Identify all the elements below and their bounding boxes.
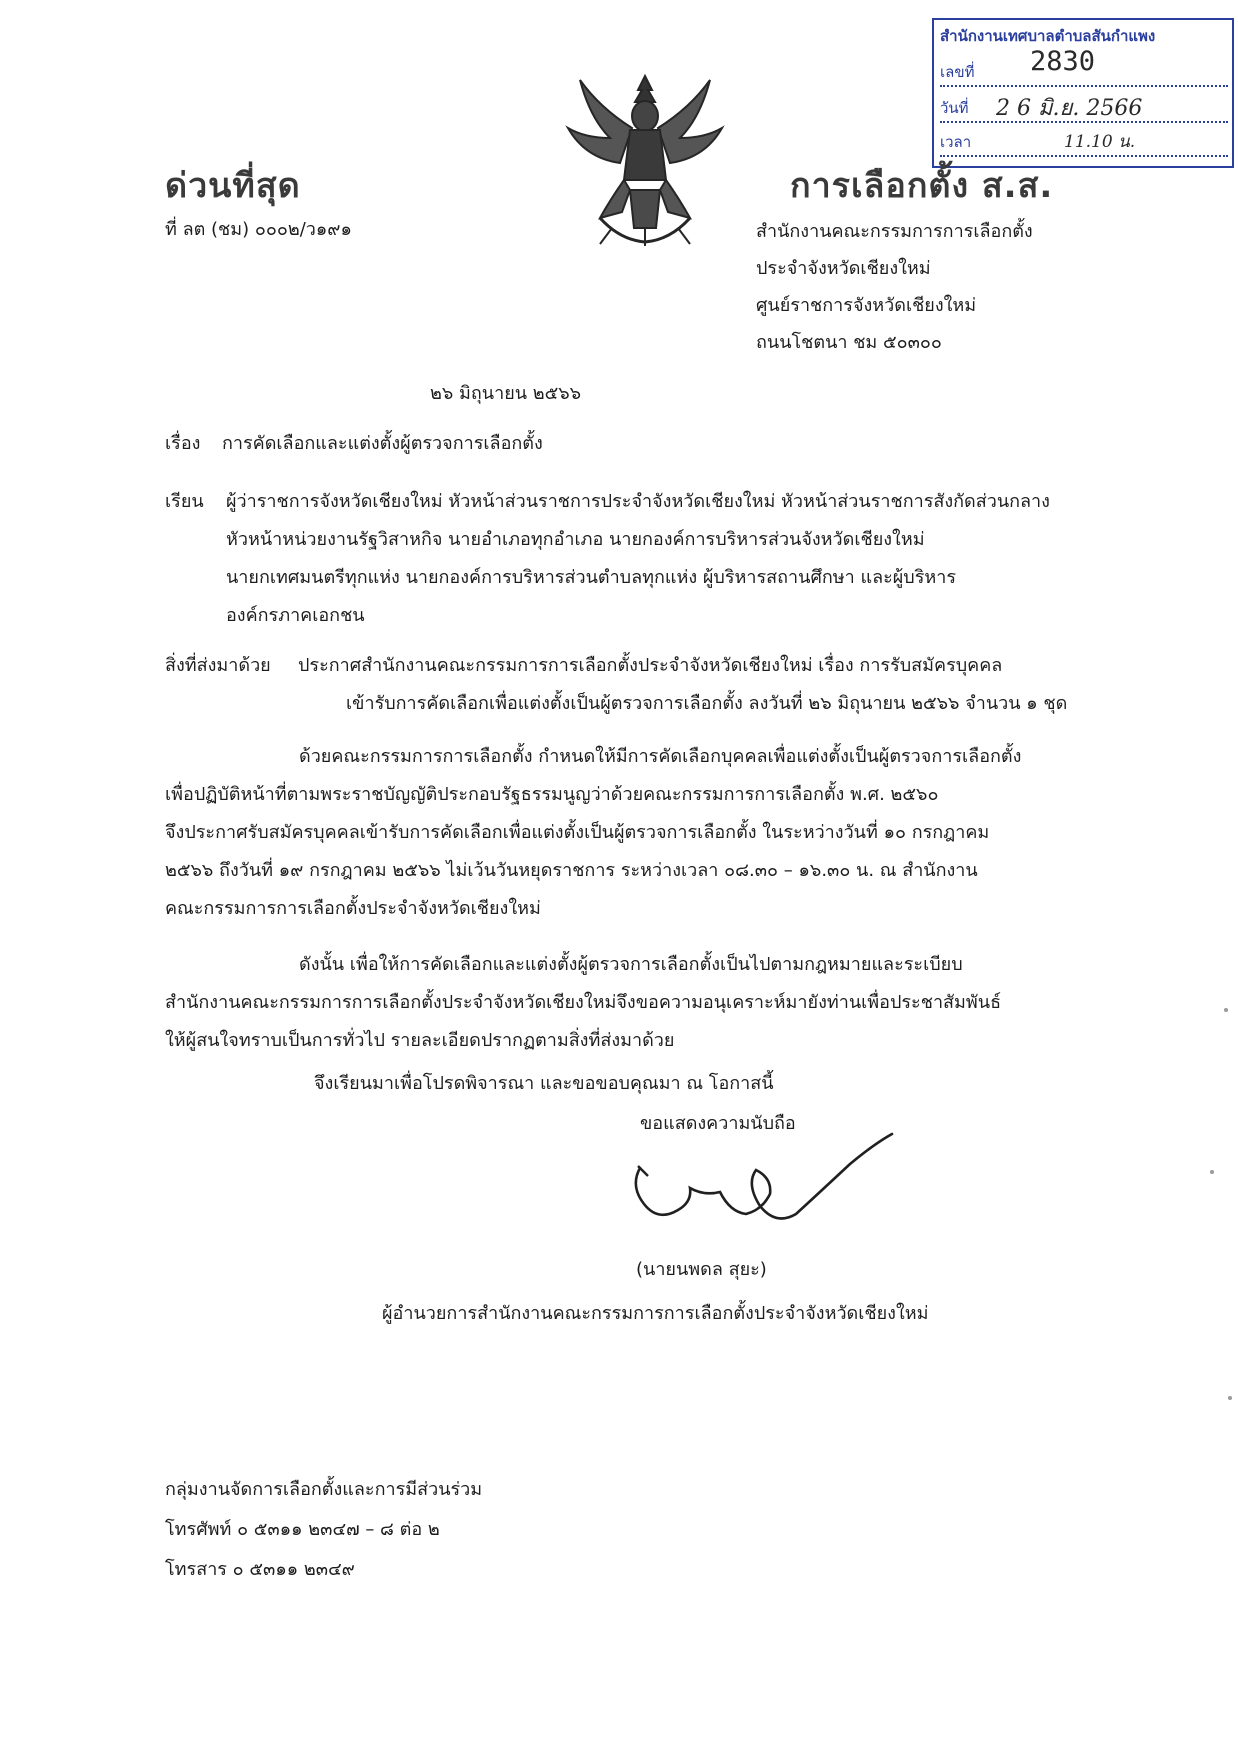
stamp-number-label: เลขที่ bbox=[940, 63, 975, 81]
closing-regards: ขอแสดงความนับถือ bbox=[640, 1113, 796, 1134]
recipient-label: เรียน bbox=[165, 491, 204, 512]
recipient-line: นายกเทศมนตรีทุกแห่ง นายกองค์การบริหารส่วนตำบลทุกแห่ง ผู้บริหารสถานศึกษา และผู้บริหาร bbox=[226, 567, 957, 588]
paragraph-line: เพื่อปฏิบัติหน้าที่ตามพระราชบัญญัติประกอบรัฐธรรมนูญว่าด้วยคณะกรรมการการเลือกตั้ง พ.ศ. ๒๕๖๐ bbox=[165, 784, 939, 805]
letter-date: ๒๖ มิถุนายน ๒๕๖๖ bbox=[430, 383, 582, 404]
garuda-emblem-icon bbox=[560, 68, 730, 248]
subject-label: เรื่อง bbox=[165, 433, 201, 454]
recipient-line: องค์กรภาคเอกชน bbox=[226, 605, 365, 626]
stamp-number-value: 2830 bbox=[1030, 46, 1096, 77]
reference-number: ที่ ลต (ชม) ๐๐๐๒/ว๑๙๑ bbox=[165, 219, 352, 240]
footer-fax: โทรสาร ๐ ๕๓๑๑ ๒๓๔๙ bbox=[165, 1559, 355, 1580]
stamp-time-row bbox=[940, 130, 1228, 160]
paragraph-line: ๒๕๖๖ ถึงวันที่ ๑๙ กรกฎาคม ๒๕๖๖ ไม่เว้นวันหยุดราชการ ระหว่างเวลา ๐๘.๓๐ – ๑๖.๓๐ น. ณ สำนักงาน bbox=[165, 860, 978, 881]
sender-line: ประจำจังหวัดเชียงใหม่ bbox=[756, 258, 931, 279]
stamp-date-value: 2 6 มิ.ย. 2566 bbox=[996, 96, 1143, 121]
footer-unit: กลุ่มงานจัดการเลือกตั้งและการมีส่วนร่วม bbox=[165, 1479, 483, 1500]
paragraph-line: จึงประกาศรับสมัครบุคคลเข้ารับการคัดเลือกเพื่อแต่งตั้งเป็นผู้ตรวจการเลือกตั้ง ในระหว่างวันที่ ๑๐ กรกฎาคม bbox=[165, 822, 990, 843]
footer-contact bbox=[165, 1470, 482, 1590]
sender-line: ศูนย์ราชการจังหวัดเชียงใหม่ bbox=[756, 295, 977, 316]
paragraph-line: ดังนั้น เพื่อให้การคัดเลือกและแต่งตั้งผู้ตรวจการเลือกตั้งเป็นไปตามกฎหมายและระเบียบ bbox=[299, 954, 963, 975]
enclosure-block bbox=[298, 647, 1067, 723]
subject-text: การคัดเลือกและแต่งตั้งผู้ตรวจการเลือกตั้ง bbox=[222, 433, 543, 454]
receipt-stamp bbox=[932, 18, 1234, 168]
stamp-date-row bbox=[940, 96, 1228, 126]
paragraph-line: คณะกรรมการการเลือกตั้งประจำจังหวัดเชียงใหม่ bbox=[165, 898, 541, 919]
body-paragraph-1 bbox=[165, 738, 1021, 928]
handwritten-signature bbox=[620, 1126, 910, 1236]
stamp-number-row bbox=[940, 46, 1228, 90]
urgency-label: ด่วนที่สุด bbox=[165, 166, 301, 206]
sender-address bbox=[756, 213, 1033, 361]
sender-line: ถนนโชตนา ชม ๕๐๓๐๐ bbox=[756, 332, 942, 353]
enclosure-label: สิ่งที่ส่งมาด้วย bbox=[165, 655, 271, 676]
recipient-line: หัวหน้าหน่วยงานรัฐวิสาหกิจ นายอำเภอทุกอำเภอ นายกองค์การบริหารส่วนจังหวัดเชียงใหม่ bbox=[226, 529, 925, 550]
election-label: การเลือกตั้ง ส.ส. bbox=[790, 166, 1054, 206]
recipient-line: ผู้ว่าราชการจังหวัดเชียงใหม่ หัวหน้าส่วนราชการประจำจังหวัดเชียงใหม่ หัวหน้าส่วนราชการสังกัดส่วนกลาง bbox=[226, 491, 1050, 512]
paragraph-line: ด้วยคณะกรรมการการเลือกตั้ง กำหนดให้มีการคัดเลือกบุคคลเพื่อแต่งตั้งเป็นผู้ตรวจการเลือกตั้ง bbox=[299, 746, 1022, 767]
closing-line: จึงเรียนมาเพื่อโปรดพิจารณา และขอขอบคุณมา ณ โอกาสนี้ bbox=[314, 1073, 774, 1094]
body-paragraph-2 bbox=[165, 946, 1001, 1060]
enclosure-line: ประกาศสำนักงานคณะกรรมการการเลือกตั้งประจำจังหวัดเชียงใหม่ เรื่อง การรับสมัครบุคคล bbox=[298, 655, 1003, 676]
paragraph-line: ให้ผู้สนใจทราบเป็นการทั่วไป รายละเอียดปรากฏตามสิ่งที่ส่งมาด้วย bbox=[165, 1030, 675, 1051]
footer-phone: โทรศัพท์ ๐ ๕๓๑๑ ๒๓๔๗ – ๘ ต่อ ๒ bbox=[165, 1519, 440, 1540]
stamp-date-label: วันที่ bbox=[940, 99, 969, 117]
recipient-block bbox=[226, 483, 1050, 635]
stamp-time-label: เวลา bbox=[940, 133, 972, 151]
stamp-time-value: 11.10 น. bbox=[1064, 132, 1136, 152]
sender-line: สำนักงานคณะกรรมการการเลือกตั้ง bbox=[756, 221, 1033, 242]
scan-speck bbox=[1224, 1008, 1228, 1012]
scan-speck bbox=[1210, 1170, 1214, 1174]
stamp-office: สำนักงานเทศบาลตำบลสันกำแพง bbox=[940, 27, 1156, 45]
scan-speck bbox=[1228, 1396, 1232, 1400]
paragraph-line: สำนักงานคณะกรรมการการเลือกตั้งประจำจังหวัดเชียงใหม่จึงขอความอนุเคราะห์มายังท่านเพื่อประชาสัมพันธ์ bbox=[165, 992, 1002, 1013]
signer-title: ผู้อำนวยการสำนักงานคณะกรรมการการเลือกตั้งประจำจังหวัดเชียงใหม่ bbox=[382, 1303, 929, 1324]
signer-name: (นายนพดล สุยะ) bbox=[636, 1259, 767, 1280]
enclosure-line: เข้ารับการคัดเลือกเพื่อแต่งตั้งเป็นผู้ตรวจการเลือกตั้ง ลงวันที่ ๒๖ มิถุนายน ๒๕๖๖ จำนวน ๑ ชุด bbox=[346, 693, 1068, 714]
